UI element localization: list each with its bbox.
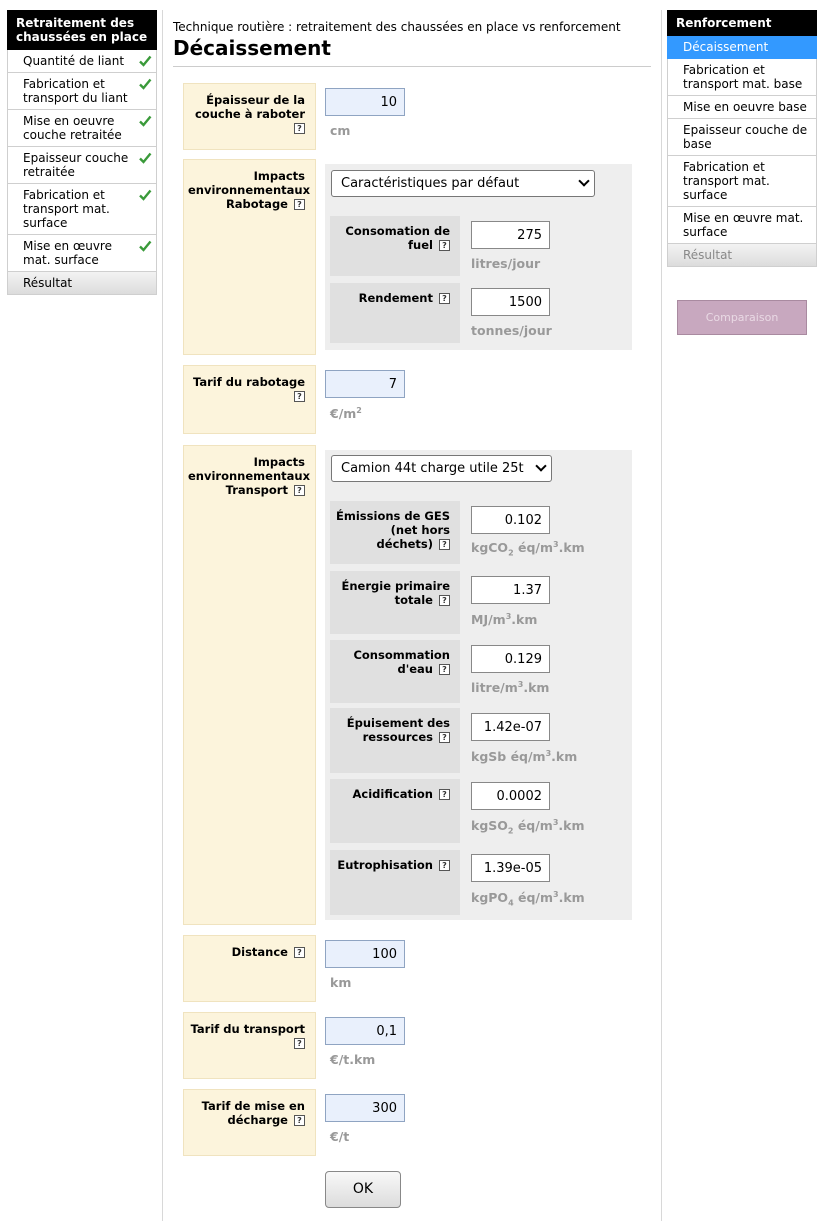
energie-label-box bbox=[330, 571, 460, 634]
help-icon[interactable]: ? bbox=[439, 240, 450, 251]
help-icon[interactable]: ? bbox=[439, 293, 450, 304]
ges-input[interactable] bbox=[471, 506, 550, 534]
eau-label-box bbox=[330, 640, 460, 703]
help-icon[interactable]: ? bbox=[294, 391, 305, 402]
nav-item-label: Epaisseur couche retraitée bbox=[23, 151, 129, 179]
ressources-label-box bbox=[330, 708, 460, 773]
epaisseur-label-box bbox=[183, 83, 316, 150]
nav-item-label: Fabrication et transport mat. surface bbox=[23, 188, 110, 230]
right-nav-item-mise-oeuvre-surface[interactable]: Mise en œuvre mat. surface bbox=[667, 207, 817, 244]
help-icon[interactable]: ? bbox=[439, 664, 450, 675]
ressources-label: Épuisement des ressources bbox=[346, 716, 450, 744]
left-nav-item-mise-oeuvre-retraitee[interactable] bbox=[7, 110, 157, 147]
eutrophisation-input[interactable] bbox=[471, 854, 550, 882]
left-nav-item-fabrication-liant[interactable] bbox=[7, 73, 157, 110]
transport-select[interactable] bbox=[331, 455, 552, 482]
fuel-unit: litres/jour bbox=[471, 256, 541, 271]
right-nav-item-decaissement[interactable]: Décaissement bbox=[667, 36, 817, 59]
right-sidebar-title: Renforcement bbox=[667, 10, 817, 36]
right-nav-item-epaisseur-base[interactable]: Epaisseur couche de base bbox=[667, 119, 817, 156]
tarif-decharge-unit: €/t bbox=[330, 1129, 350, 1144]
tarif-rabotage-label: Tarif du rabotage bbox=[192, 375, 305, 389]
tarif-transport-input[interactable] bbox=[325, 1017, 405, 1045]
left-nav-item-mise-oeuvre-surface[interactable] bbox=[7, 235, 157, 272]
tarif-decharge-label: Tarif de mise en décharge bbox=[201, 1099, 305, 1127]
checkmark-icon bbox=[138, 77, 152, 91]
help-icon[interactable]: ? bbox=[439, 539, 450, 550]
rendement-label-box bbox=[330, 283, 460, 343]
chevron-down-icon bbox=[535, 460, 546, 471]
left-nav-item-epaisseur-retraitee[interactable] bbox=[7, 147, 157, 184]
distance-label-box bbox=[183, 935, 316, 1002]
help-icon[interactable]: ? bbox=[294, 485, 305, 496]
ok-button[interactable]: OK bbox=[325, 1171, 401, 1208]
rabotage-label-box bbox=[183, 159, 316, 355]
title-divider bbox=[173, 66, 651, 67]
help-icon[interactable]: ? bbox=[439, 732, 450, 743]
energie-input[interactable] bbox=[471, 576, 550, 604]
tarif-transport-label: Tarif du transport bbox=[190, 1022, 305, 1036]
help-icon[interactable]: ? bbox=[294, 947, 305, 958]
rabotage-select-value: Caractéristiques par défaut bbox=[341, 176, 520, 191]
ges-label-box bbox=[330, 501, 460, 564]
right-nav-item-resultat[interactable]: Résultat bbox=[667, 244, 817, 267]
fuel-label-box bbox=[330, 216, 460, 276]
breadcrumb: Technique routière : retraitement des chaussées en place vs renforcement bbox=[173, 20, 621, 34]
help-icon[interactable]: ? bbox=[294, 123, 305, 134]
left-sidebar bbox=[7, 10, 157, 295]
transport-label: Impacts environnementaux Transport bbox=[188, 455, 311, 497]
eutrophisation-unit: kgPO$_4$ $éq/m^3.km$ bbox=[471, 890, 585, 908]
epaisseur-unit: cm bbox=[330, 123, 351, 138]
transport-select-value: Camion 44t charge utile 25t bbox=[341, 461, 524, 476]
help-icon[interactable]: ? bbox=[294, 1115, 305, 1126]
transport-label-box bbox=[183, 445, 316, 925]
ges-label: Émissions de GES (net hors déchets) bbox=[336, 509, 450, 551]
checkmark-icon bbox=[138, 188, 152, 202]
ressources-unit: kgSb $éq/m^3.km$ bbox=[471, 749, 578, 765]
tarif-transport-label-box bbox=[183, 1012, 316, 1079]
tarif-decharge-input[interactable] bbox=[325, 1094, 405, 1122]
main-form-panel bbox=[162, 10, 662, 1221]
acidification-label-box bbox=[330, 779, 460, 843]
chevron-down-icon bbox=[578, 175, 589, 186]
eau-unit: litre/$m^3.km$ bbox=[471, 680, 550, 696]
nav-item-label: Mise en oeuvre couche retraitée bbox=[23, 114, 122, 142]
checkmark-icon bbox=[138, 114, 152, 128]
nav-item-label: Mise en œuvre mat. surface bbox=[23, 239, 112, 267]
checkmark-icon bbox=[138, 54, 152, 68]
tarif-transport-unit: €/t.km bbox=[330, 1052, 376, 1067]
right-nav-item-fabrication-base[interactable]: Fabrication et transport mat. base bbox=[667, 59, 817, 96]
distance-unit: km bbox=[330, 975, 352, 990]
rabotage-select[interactable] bbox=[331, 170, 595, 197]
rendement-unit: tonnes/jour bbox=[471, 323, 552, 338]
left-nav-item-fabrication-surface[interactable] bbox=[7, 184, 157, 235]
help-icon[interactable]: ? bbox=[294, 1038, 305, 1049]
fuel-label: Consomation de fuel bbox=[345, 224, 450, 252]
eau-label: Consommation d'eau bbox=[353, 648, 450, 676]
left-sidebar-title: Retraitement des chaussées en place bbox=[7, 10, 157, 50]
comparaison-button[interactable]: Comparaison bbox=[677, 300, 807, 335]
nav-item-label: Fabrication et transport du liant bbox=[23, 77, 128, 105]
nav-item-label: Quantité de liant bbox=[23, 54, 125, 68]
help-icon[interactable]: ? bbox=[439, 789, 450, 800]
page-title: Décaissement bbox=[173, 36, 331, 60]
eau-input[interactable] bbox=[471, 645, 550, 673]
checkmark-icon bbox=[138, 239, 152, 253]
left-nav-item-resultat[interactable]: Résultat bbox=[7, 272, 157, 295]
tarif-rabotage-label-box bbox=[183, 365, 316, 434]
epaisseur-label: Épaisseur de la couche à raboter bbox=[194, 93, 305, 121]
right-sidebar bbox=[667, 10, 817, 324]
energie-unit: $MJ/m^3.km$ bbox=[471, 612, 538, 628]
rendement-input[interactable] bbox=[471, 288, 550, 316]
eutrophisation-label-box bbox=[330, 850, 460, 915]
right-nav-item-fabrication-surface[interactable]: Fabrication et transport mat. surface bbox=[667, 156, 817, 207]
energie-label: Énergie primaire totale bbox=[341, 579, 450, 607]
epaisseur-input[interactable] bbox=[325, 88, 405, 116]
tarif-rabotage-input[interactable] bbox=[325, 370, 405, 398]
ressources-input[interactable] bbox=[471, 713, 550, 741]
checkmark-icon bbox=[138, 151, 152, 165]
distance-input[interactable] bbox=[325, 940, 405, 968]
right-nav-item-mise-oeuvre-base[interactable]: Mise en oeuvre base bbox=[667, 96, 817, 119]
acidification-unit: kgSO$_2$ $éq/m^3.km$ bbox=[471, 818, 585, 836]
tarif-rabotage-unit: $€/m^2$ bbox=[330, 406, 362, 422]
ges-unit: kgCO$_2$ $éq/m^3.km$ bbox=[471, 540, 585, 558]
help-icon[interactable]: ? bbox=[439, 860, 450, 871]
rendement-label: Rendement bbox=[358, 291, 433, 305]
help-icon[interactable]: ? bbox=[294, 199, 305, 210]
distance-label: Distance bbox=[231, 945, 288, 959]
fuel-input[interactable] bbox=[471, 221, 550, 249]
rabotage-label: Impacts environnementaux Rabotage bbox=[188, 169, 311, 211]
acidification-input[interactable] bbox=[471, 782, 550, 810]
help-icon[interactable]: ? bbox=[439, 595, 450, 606]
eutrophisation-label: Eutrophisation bbox=[337, 858, 433, 872]
tarif-decharge-label-box bbox=[183, 1089, 316, 1156]
acidification-label: Acidification bbox=[352, 787, 433, 801]
left-nav-item-quantite-liant[interactable] bbox=[7, 50, 157, 73]
